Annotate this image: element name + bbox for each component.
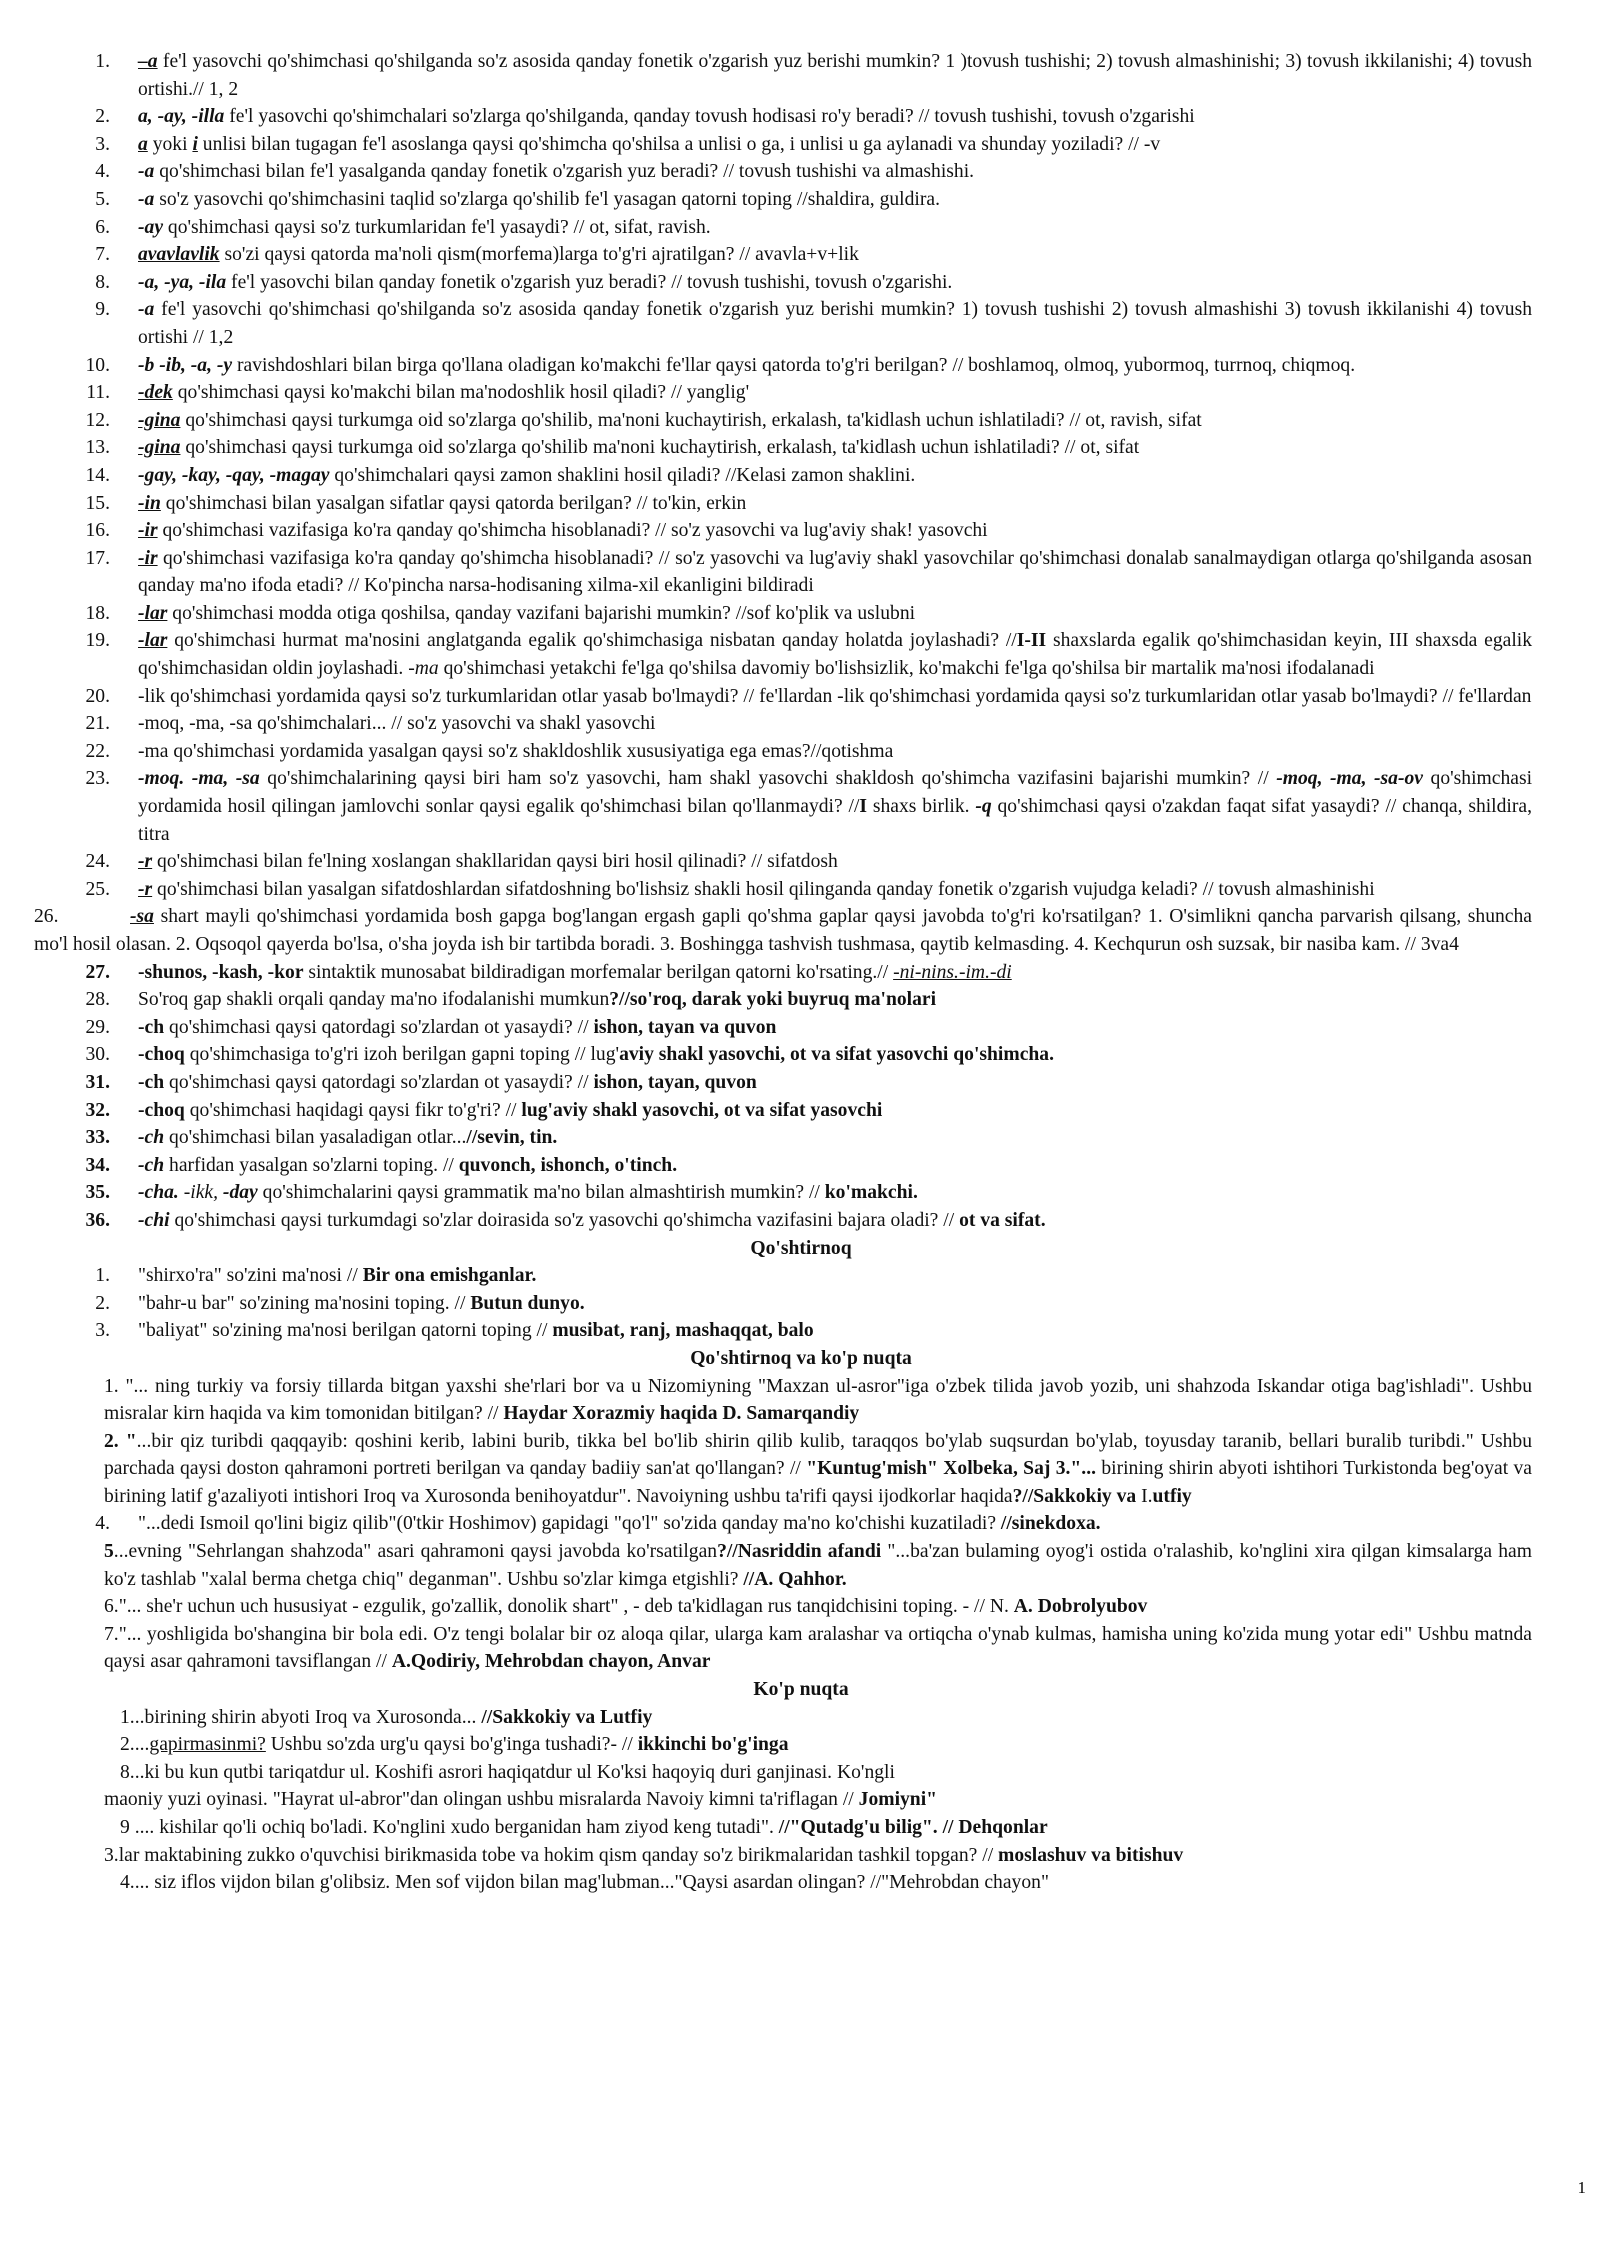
list-item: 24. -r qo'shimchasi bilan fe'lning xoslangan shakllaridan qaysi biri hosil qilinadi? // sifatdosh	[85, 851, 838, 873]
list-item: 2. a, -ay, -illa fe'l yasovchi qo'shimchalari so'zlarga qo'shilganda, qanday tovush hodisasi ro'y beradi? // tovush tushishi, tovush o'zgarishi	[95, 106, 1195, 128]
paragraph: 7."... yoshligida bo'shangina bir bola edi. O'z tengi bolalar bir oz aloqa qilar, ularga kam aralashar va ortiqcha o'ynab kulmas, hamisha uning ko'zida mung yotar edi" Ushbu matnda qaysi asar qahramoni tavsiflangan // A.Qodiriy, Mehrobdan chayon, Anvar	[104, 1623, 1532, 1673]
list-item: 26. -sa shart mayli qo'shimchasi yordamida bosh gapga bog'langan ergash gapli qo'shma gaplar qaysi javobda to'g'ri ko'rsatilgan? 1. O'simlikni qancha parvarish qilsang, shuncha mo'l hosil olasan. 2. Oqsoqol qayerda bo'lsa, o'sha joyda ish bir tartibda boradi. 3. Boshingga tashvish tushmasa, qaytib kelmasding. 4. Kechqurun osh suzsak, bir nasiba kam. // 3va4	[34, 906, 1532, 955]
list-item: 33. -ch qo'shimchasi bilan yasaladigan otlar...//sevin, tin.	[85, 1127, 558, 1149]
paragraph: 8...ki bu kun qutbi tariqatdur ul. Koshifi asrori haqiqatdur ul Ko'ksi haqoyiq duri ganjinasi. Ko'ngli	[120, 1761, 895, 1783]
list-item: 31. -ch qo'shimchasi qaysi qatordagi so'zlardan ot yasaydi? // ishon, tayan, quvon	[85, 1071, 757, 1093]
list-item: 9. -a fe'l yasovchi qo'shimchasi qo'shilganda so'z asosida qanday fonetik o'zgarish yuz berishi mumkin? 1) tovush tushishi 2) tovush almashishi 3) tovush ikkilanishi 4) tovush ortishi // 1,2	[95, 299, 1532, 348]
list-item: 11. -dek qo'shimchasi qaysi ko'makchi bilan ma'nodoshlik hosil qiladi? // yanglig'	[86, 382, 750, 404]
list-item: 22. -ma qo'shimchasi yordamida yasalgan qaysi so'z shakldoshlik xususiyatiga ega emas?//qotishma	[85, 740, 894, 762]
paragraph: 3.lar maktabining zukko o'quvchisi birikmasida tobe va hokim qism qanday so'z birikmalaridan tashkil topgan? // moslashuv va bitishuv	[104, 1844, 1184, 1866]
list-item: 14. -gay, -kay, -qay, -magay qo'shimchalari qaysi zamon shaklini hosil qiladi? //Kelasi zamon shaklini.	[85, 464, 916, 486]
section-heading: Qo'shtirnoq	[750, 1237, 852, 1259]
list-item: 5. -a so'z yasovchi qo'shimchasini taqlid so'zlarga qo'shilib fe'l yasagan qatorni toping //shaldira, guldira.	[95, 188, 940, 210]
list-item: 3. a yoki i unlisi bilan tugagan fe'l asoslanga qaysi qo'shimcha qo'shilsa a unlisi o ga, i unlisi u ga aylanadi va shunday yoziladi? // -v	[95, 133, 1161, 155]
list-item: 13. -gina qo'shimchasi qaysi turkumga oid so'zlarga qo'shilib ma'noni kuchaytirish, erkalash, ta'kidlash uchun ishlatiladi? // ot, sifat	[85, 437, 1140, 459]
list-item: 3. "baliyat" so'zining ma'nosi berilgan qatorni toping // musibat, ranj, mashaqqat, balo	[95, 1320, 814, 1342]
list-item: 15. -in qo'shimchasi bilan yasalgan sifatlar qaysi qatorda berilgan? // to'kin, erkin	[85, 492, 747, 514]
list-item: 16. -ir qo'shimchasi vazifasiga ko'ra qanday qo'shimcha hisoblanadi? // so'z yasovchi va lug'aviy shak! yasovchi	[85, 520, 988, 542]
list-item: 10. -b -ib, -a, -y ravishdoshlari bilan birga qo'llana oladigan ko'makchi fe'llar qaysi qatorda to'g'ri berilgan? // boshlamoq, olmoq, yubormoq, turrnoq, chiqmoq.	[85, 354, 1356, 376]
paragraph: 1...birining shirin abyoti Iroq va Xurosonda... //Sakkokiy va Lutfiy	[120, 1706, 653, 1728]
list-item: 4. -a qo'shimchasi bilan fe'l yasalganda qanday fonetik o'zgarish yuz beradi? // tovush tushishi va almashishi.	[95, 161, 975, 183]
paragraph: maoniy yuzi oyinasi. "Hayrat ul-abror"dan olingan ushbu misralarda Navoiy kimni ta'riflagan // Jomiyni"	[104, 1789, 938, 1811]
list-item: 6. -ay qo'shimchasi qaysi so'z turkumlaridan fe'l yasaydi? // ot, sifat, ravish.	[95, 216, 711, 238]
list-item: 30. -choq qo'shimchasiga to'g'ri izoh berilgan gapni toping // lug'aviy shakl yasovchi, ot va sifat yasovchi qo'shimcha.	[85, 1044, 1054, 1066]
paragraph: 4. "...dedi Ismoil qo'lini bigiz qilib"(0'tkir Hoshimov) gapidagi "qo'l" so'zida qanday ma'no ko'chishi kuzatiladi? //sinekdoxa.	[95, 1513, 1101, 1535]
list-item: 2. "bahr-u bar" so'zining ma'nosini toping. // Butun dunyo.	[95, 1292, 585, 1314]
page-number: 1	[1577, 2178, 1586, 2197]
list-item: 29. -ch qo'shimchasi qaysi qatordagi so'zlardan ot yasaydi? // ishon, tayan va quvon	[85, 1016, 777, 1038]
paragraph: 2....gapirmasinmi? Ushbu so'zda urg'u qaysi bo'g'inga tushadi?- // ikkinchi bo'g'inga	[120, 1734, 789, 1756]
list-item: 25. -r qo'shimchasi bilan yasalgan sifatdoshlardan sifatdoshning bo'lishsiz shakli hosil qilinganda qanday fonetik o'zgarish vujudga keladi? // tovush almashinishi	[85, 878, 1375, 900]
list-item: 35. -cha. -ikk, -day qo'shimchalarini qaysi grammatik ma'no bilan almashtirish mumkin? // ko'makchi.	[85, 1182, 918, 1204]
paragraph: 1. "... ning turkiy va forsiy tillarda bitgan yaxshi she'rlari bor va u Nizomiyning "Maxzan ul-asror"iga o'zbek tilida javob yozib, uni shahzoda Iskandar otiga bag'ishladi". Ushbu misralar kirn haqida va kim tomonidan bitilgan? // Haydar Xorazmiy haqida D. Samarqandiy	[104, 1375, 1532, 1425]
list-item: 36. -chi qo'shimchasi qaysi turkumdagi so'zlar doirasida so'z yasovchi qo'shimcha vazifasini bajara oladi? // ot va sifat.	[85, 1209, 1046, 1231]
paragraph: 4.... siz iflos vijdon bilan g'olibsiz. Men sof vijdon bilan mag'lubman..."Qaysi asardan olingan? //"Mehrobdan chayon"	[120, 1872, 1049, 1894]
paragraph: 5...evning "Sehrlangan shahzoda" asari qahramoni qaysi javobda ko'rsatilgan?//Nasriddin afandi "...ba'zan bulaming oyog'i ostida o'ralashib, ko'nglini xira qilgan kimsalarga ham ko'z tashlab "xalal berma chetga chiq" deganman". Ushbu so'zlar kimga etgishli? //A. Qahhor.	[104, 1541, 1532, 1590]
list-item: 18. -lar qo'shimchasi modda otiga qoshilsa, qanday vazifani bajarishi mumkin? //sof ko'plik va uslubni	[85, 602, 916, 624]
list-item: 23. -moq. -ma, -sa qo'shimchalarining qaysi biri ham so'z yasovchi, ham shakl yasovchi shakldosh qo'shimcha vazifasini bajarishi mumkin? // -moq, -ma, -sa-ov qo'shimchasi yordamida hosil qilingan jamlovchi sonlar qaysi egalik qo'shimchasi bilan qo'llanmaydi? //I shaxs birlik. -q qo'shimchasi qaysi o'zakdan faqat sifat yasaydi? // chanqa, shildira, titra	[85, 768, 1533, 845]
list-item: 1. –a fe'l yasovchi qo'shimchasi qo'shilganda so'z asosida qanday fonetik o'zgarish yuz berishi mumkin? 1 )tovush tushishi; 2) tovush almashinishi; 3) tovush ikkilanishi; 4) tovush ortishi.// 1, 2	[95, 51, 1532, 100]
list-item: 21. -moq, -ma, -sa qo'shimchalari... // so'z yasovchi va shakl yasovchi	[85, 713, 656, 735]
list-item: 32. -choq qo'shimchasi haqidagi qaysi fikr to'g'ri? // lug'aviy shakl yasovchi, ot va sifat yasovchi	[85, 1099, 883, 1121]
list-item: 20. -lik qo'shimchasi yordamida qaysi so'z turkumlaridan otlar yasab bo'lmaydi? // fe'llardan -lik qo'shimchasi yordamida qaysi so'z turkumlaridan otlar yasab bo'lmaydi? // fe'llardan	[85, 685, 1532, 707]
list-item: 28. So'roq gap shakli orqali qanday ma'no ifodalanishi mumkun?//so'roq, darak yoki buyruq ma'nolari	[85, 989, 937, 1011]
list-item: 1. "shirxo'ra" so'zini ma'nosi // Bir ona emishganlar.	[95, 1265, 537, 1287]
list-item: 17. -ir qo'shimchasi vazifasiga ko'ra qanday qo'shimcha hisoblanadi? // so'z yasovchi va lug'aviy shakl yasovchilar qo'shimchasi donalab sanalmaydigan otlarga qo'shilganda asosan qanday ma'no ifoda etadi? // Ko'pincha narsa-hodisaning xilma-xil ekanligini bildiradi	[85, 547, 1532, 597]
section-heading: Ko'p nuqta	[753, 1679, 849, 1701]
paragraph: 9 .... kishilar qo'li ochiq bo'ladi. Ko'nglini xudo berganidan ham ziyod keng tutadi". //"Qutadg'u bilig". // Dehqonlar	[120, 1817, 1048, 1838]
list-item: 27. -shunos, -kash, -kor sintaktik munosabat bildiradigan morfemalar berilgan qatorni ko'rsating.// -ni-nins.-im.-di	[85, 961, 1012, 983]
list-item: 7. avavlavlik so'zi qaysi qatorda ma'noli qism(morfema)larga to'g'ri ajratilgan? // avavla+v+lik	[95, 244, 859, 266]
document-body	[34, 48, 1533, 1897]
section-heading: Qo'shtirnoq va ko'p nuqta	[690, 1347, 912, 1369]
paragraph: 2. "...bir qiz turibdi qaqqayib: qoshini kerib, labini burib, tikka bel bo'lib shirin qilib kulib, taraqqos bo'ylab suqsurdan bo'ylab, toyusday taranib, bellari buralib turibdi." Ushbu parchada qaysi doston qahramoni portreti berilgan va qanday badiiy san'at qo'llangan? // "Kuntug'mish" Xolbeka, Saj 3."... birining shirin abyoti ishtihori Turkistonda beg'oyat va birining latif g'azaliyoti intishori Iroq va Xurosonda benihoyatdur". Navoiyning ushbu ta'rifi qaysi ijodkorlar haqida?//Sakkokiy va I.utfiy	[104, 1430, 1532, 1507]
list-item: 19. -lar qo'shimchasi hurmat ma'nosini anglatganda egalik qo'shimchasiga nisbatan qanday holatda joylashadi? //I-II shaxslarda egalik qo'shimchasidan keyin, III shaxsda egalik qo'shimchasidan oldin joylashadi. -ma qo'shimchasi yetakchi fe'lga qo'shilsa davomiy bo'lishsizlik, ko'makchi fe'lga qo'shilsa bir martalik ma'nosi ifodalanadi	[85, 630, 1532, 680]
list-item: 12. -gina qo'shimchasi qaysi turkumga oid so'zlarga qo'shilib, ma'noni kuchaytirish, erkalash, ta'kidlash uchun ishlatiladi? // ot, ravish, sifat	[85, 409, 1202, 431]
list-item: 8. -a, -ya, -ila fe'l yasovchi bilan qanday fonetik o'zgarish yuz beradi? // tovush tushishi, tovush o'zgarishi.	[95, 271, 953, 293]
paragraph: 6."... she'r uchun uch hususiyat - ezgulik, go'zallik, donolik shart" , - deb ta'kidlagan rus tanqidchisini toping. - // N. A. Dobrolyubov	[104, 1596, 1148, 1618]
list-item: 34. -ch harfidan yasalgan so'zlarni toping. // quvonch, ishonch, o'tinch.	[85, 1154, 678, 1176]
